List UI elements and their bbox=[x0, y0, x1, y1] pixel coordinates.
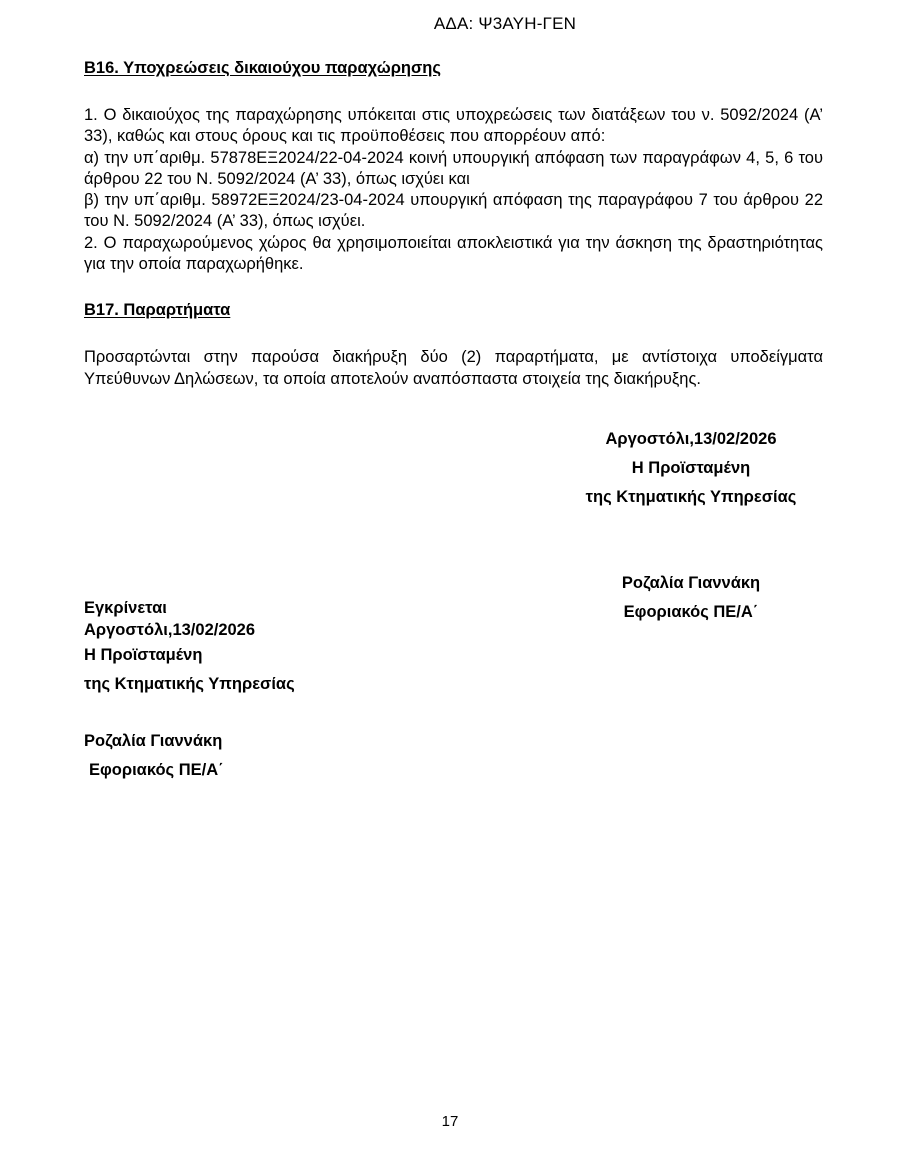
signature-left-title-line-1: Η Προϊσταμένη bbox=[84, 646, 203, 664]
section-b16 bbox=[84, 58, 823, 275]
signature-right-name: Ροζαλία Γιαννάκη bbox=[621, 574, 761, 592]
paragraph-b17-1: Προσαρτώνται στην παρούσα διακήρυξη δύο (2) παραρτήματα, με αντίστοιχα υποδείγματα Υπεύθυνων Δηλώσεων, τα οποία αποτελούν αναπόσπαστα στοιχεία της διακήρυξης. bbox=[84, 348, 823, 388]
signature-left-place-date: Αργοστόλι,13/02/2026 bbox=[84, 620, 256, 639]
paragraph-b16-2: 2. Ο παραχωρούμενος χώρος θα χρησιμοποιείται αποκλειστικά για την άσκηση της δραστηριότητας για την οποία παραχωρήθηκε. bbox=[84, 233, 823, 274]
signature-right-title-line-2: της Κτηματικής Υπηρεσίας bbox=[585, 488, 797, 506]
ada-header bbox=[0, 13, 900, 34]
signature-block-right bbox=[470, 425, 900, 627]
signature-left-title-line-2: της Κτηματικής Υπηρεσίας bbox=[84, 675, 295, 693]
section-b17-heading-text: Β17. Παραρτήματα bbox=[84, 301, 231, 320]
paragraph-b16-1: 1. Ο δικαιούχος της παραχώρησης υπόκειται στις υποχρεώσεις των διατάξεων του ν. 5092/2024 (Α’ 33), καθώς και στους όρους και τις προϋποθέσεις που απορρέουν από: bbox=[84, 106, 823, 146]
spacer bbox=[84, 79, 823, 105]
section-b16-heading-text: Β16. Υποχρεώσεις δικαιούχου παραχώρησης bbox=[84, 59, 441, 77]
document-body bbox=[84, 58, 823, 390]
spacer bbox=[84, 275, 823, 300]
section-b17 bbox=[84, 300, 823, 390]
paragraph-b16-alpha: α) την υπ΄αριθμ. 57878ΕΞ2024/22-04-2024 κοινή υπουργική απόφαση των παραγράφων 4, 5, 6 του άρθρου 22 του Ν. 5092/2024 (Α’ 33), όπως ισχύει και bbox=[84, 148, 823, 188]
signature-right-place-date: Αργοστόλι,13/02/2026 bbox=[605, 430, 777, 448]
ada-code: ΑΔΑ: Ψ3ΑΥΗ-ΓΕΝ bbox=[433, 14, 577, 33]
signature-block-left bbox=[84, 598, 504, 785]
spacer bbox=[84, 321, 823, 347]
paragraph-b16-beta: β) την υπ΄αριθμ. 58972ΕΞ2024/23-04-2024 υπουργική απόφαση της παραγράφου 7 του άρθρου 22 του Ν. 5092/2024 (Α’ 33), όπως ισχύει. bbox=[84, 191, 823, 231]
signature-right-rank: Εφοριακός ΠΕ/Α΄ bbox=[623, 603, 759, 621]
section-b17-heading bbox=[84, 300, 823, 321]
approval-label: Εγκρίνεται bbox=[84, 599, 167, 617]
signature-right-title-line-1: Η Προϊσταμένη bbox=[631, 459, 751, 477]
page-number: 17 bbox=[441, 1113, 459, 1130]
signature-left-rank: Εφοριακός ΠΕ/Α΄ bbox=[89, 761, 224, 779]
section-b16-heading bbox=[84, 58, 823, 79]
signature-left-name: Ροζαλία Γιαννάκη bbox=[84, 732, 223, 750]
